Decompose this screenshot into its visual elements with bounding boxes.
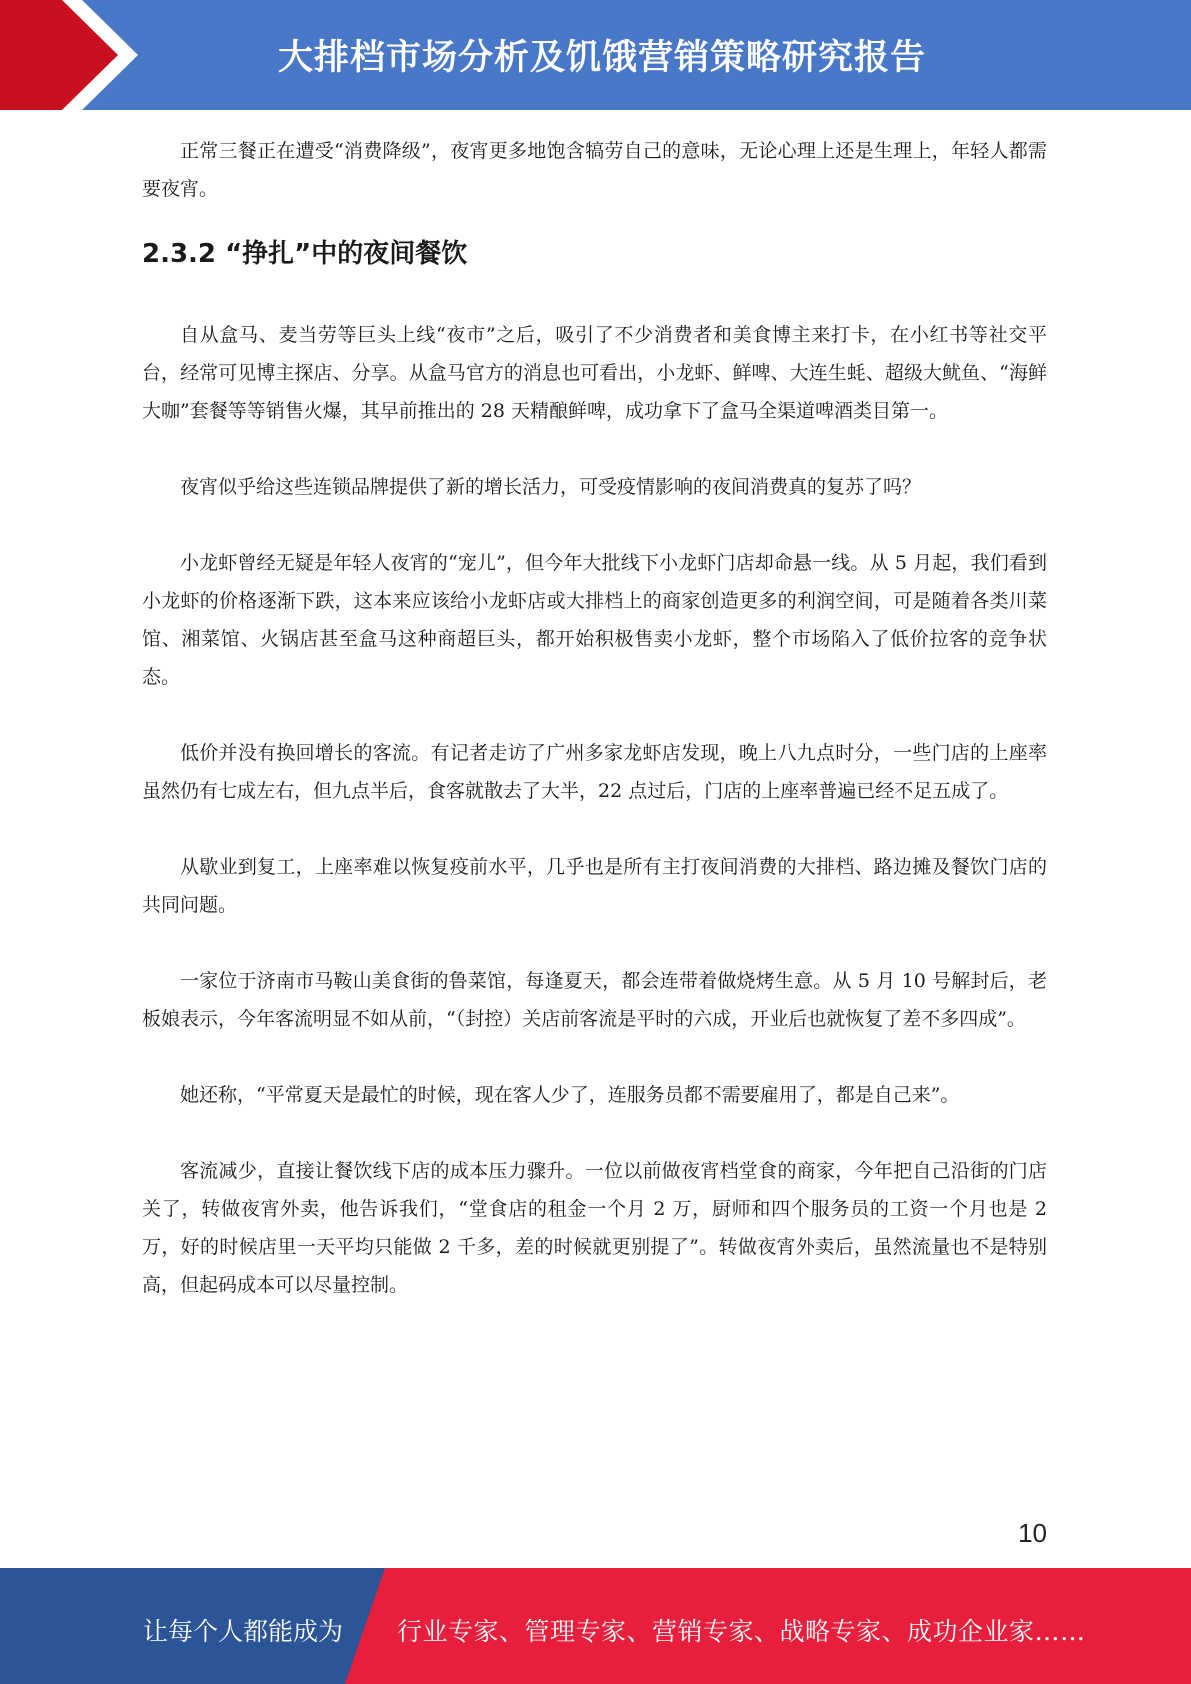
page-footer: [0, 1568, 1191, 1684]
header-red-arrow-decoration: [0, 0, 160, 110]
footer-slogan-left: 让每个人都能成为: [143, 1617, 344, 1646]
paragraph-2: 自从盒马、麦当劳等巨头上线“夜市”之后，吸引了不少消费者和美食博主来打卡，在小红书等社交平台，经常可见博主探店、分享。从盒马官方的消息也可看出，小龙虾、鲜啤、大连生蚝、超级大鱿鱼、“海鲜大咖”套餐等等销售火爆，其早前推出的 28 天精酿鲜啤，成功拿下了盒马全渠道啤酒类目第一。: [142, 324, 1047, 422]
paragraph-1: 正常三餐正在遭受“消费降级”，夜宵更多地饱含犒劳自己的意味，无论心理上还是生理上，年轻人都需要夜宵。: [142, 140, 1047, 200]
paragraph-6: 从歇业到复工，上座率难以恢复疫前水平，几乎也是所有主打夜间消费的大排档、路边摊及餐饮门店的共同问题。: [142, 856, 1047, 916]
section-heading: 2.3.2 “挣扎”中的夜间餐饮: [142, 239, 468, 269]
document-body: [142, 130, 1047, 1304]
paragraph-8: 她还称，“平常夏天是最忙的时候，现在客人少了，连服务员都不需要雇用了，都是自己来”。: [180, 1084, 960, 1106]
paragraph-5: 低价并没有换回增长的客流。有记者走访了广州多家龙虾店发现，晚上八九点时分，一些门店的上座率虽然仍有七成左右，但九点半后，食客就散去了大半，22 点过后，门店的上座率普遍已经不足五成了。: [142, 742, 1047, 802]
footer-slogan-right: 行业专家、管理专家、营销专家、战略专家、成功企业家……: [397, 1617, 1086, 1646]
paragraph-9: 客流减少，直接让餐饮线下店的成本压力骤升。一位以前做夜宵档堂食的商家，今年把自己沿街的门店关了，转做夜宵外卖，他告诉我们，“堂食店的租金一个月 2 万，厨师和四个服务员的工资一个月也是 2 万，好的时候店里一天平均只能做 2 千多，差的时候就更别提了”。转做夜宵外卖后，虽然流量也不是特别高，但起码成本可以尽量控制。: [142, 1160, 1047, 1296]
paragraph-4: 小龙虾曾经无疑是年轻人夜宵的“宠儿”，但今年大批线下小龙虾门店却命悬一线。从 5 月起，我们看到小龙虾的价格逐渐下跌，这本来应该给小龙虾店或大排档上的商家创造更多的利润空间，可是随着各类川菜馆、湘菜馆、火锅店甚至盒马这种商超巨头，都开始积极售卖小龙虾，整个市场陷入了低价拉客的竞争状态。: [142, 552, 1047, 688]
paragraph-7: 一家位于济南市马鞍山美食街的鲁菜馆，每逢夏天，都会连带着做烧烤生意。从 5 月 10 号解封后，老板娘表示，今年客流明显不如从前，“（封控）关店前客流是平时的六成，开业后也就恢复了差不多四成”。: [142, 970, 1047, 1030]
page-header: [0, 0, 1191, 110]
paragraph-3: 夜宵似乎给这些连锁品牌提供了新的增长活力，可受疫情影响的夜间消费真的复苏了吗？: [180, 476, 922, 498]
page-number: 10: [1018, 1518, 1047, 1548]
report-title: 大排档市场分析及饥饿营销策略研究报告: [278, 38, 927, 78]
